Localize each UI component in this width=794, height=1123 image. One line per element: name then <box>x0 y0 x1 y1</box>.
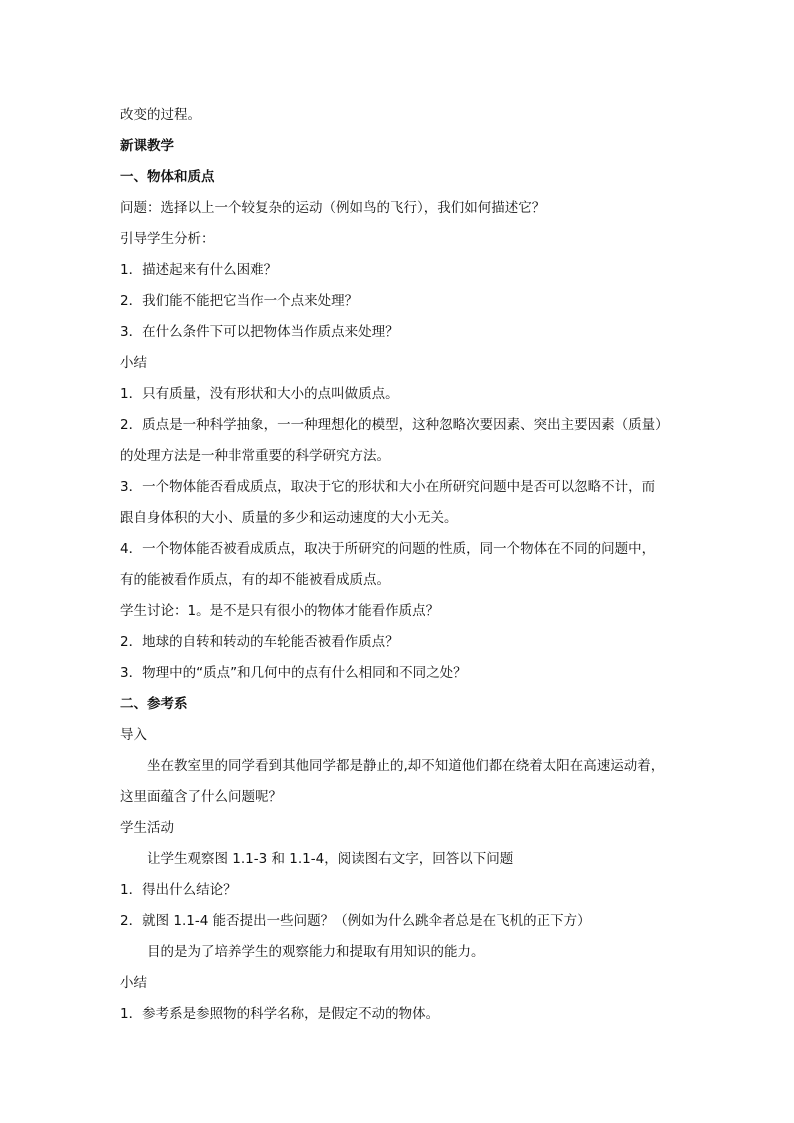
section-heading: 新课教学 <box>120 138 174 154</box>
text-line: 坐在教室里的同学看到其他同学都是静止的,却不知道他们都在绕着太阳在高速运动着， <box>147 758 665 774</box>
section-heading: 一、物体和质点 <box>120 169 215 185</box>
text-line: 2．质点是一种科学抽象，一一种理想化的模型，这种忽略次要因素、突出主要因素（质量） <box>120 417 669 433</box>
text-line: 3．一个物体能否看成质点，取决于它的形状和大小在所研究问题中是否可以忽略不计，而 <box>120 479 656 495</box>
text-line: 小结 <box>120 975 147 991</box>
text-line: 的处理方法是一种非常重要的科学研究方法。 <box>120 448 390 464</box>
text-line: 导入 <box>120 727 147 743</box>
text-line: 1．参考系是参照物的科学名称，是假定不动的物体。 <box>120 1006 440 1022</box>
section-heading: 二、参考系 <box>120 696 188 712</box>
text-line: 改变的过程。 <box>120 107 201 123</box>
text-line: 问题：选择以上一个较复杂的运动（例如鸟的飞行），我们如何描述它？ <box>120 200 546 216</box>
text-line: 学生活动 <box>120 820 174 836</box>
text-line: 1．只有质量，没有形状和大小的点叫做质点。 <box>120 386 399 402</box>
text-line: 跟自身体积的大小、质量的多少和运动速度的大小无关。 <box>120 510 458 526</box>
document-body <box>120 100 680 1030</box>
text-line: 让学生观察图 1.1-3 和 1.1-4，阅读图右文字，回答以下问题 <box>147 851 514 867</box>
text-line: 小结 <box>120 355 147 371</box>
text-line: 学生讨论：1。是不是只有很小的物体才能看作质点？ <box>120 603 440 619</box>
text-line: 2．地球的自转和转动的车轮能否被看作质点？ <box>120 634 399 650</box>
text-line: 3．在什么条件下可以把物体当作质点来处理？ <box>120 324 399 340</box>
text-line: 4．一个物体能否被看成质点，取决于所研究的问题的性质，同一个物体在不同的问题中， <box>120 541 656 557</box>
text-line: 引导学生分析： <box>120 231 215 247</box>
text-line: 3．物理中的“质点”和几何中的点有什么相同和不同之处？ <box>120 665 467 681</box>
text-line: 这里面蕴含了什么问题呢？ <box>120 789 282 805</box>
text-line: 1．描述起来有什么困难？ <box>120 262 278 278</box>
text-line: 2．我们能不能把它当作一个点来处理？ <box>120 293 359 309</box>
text-line: 2．就图 1.1-4 能否提出一些问题？（例如为什么跳伞者总是在飞机的正下方） <box>120 913 591 929</box>
text-line: 有的能被看作质点，有的却不能被看成质点。 <box>120 572 390 588</box>
text-line: 目的是为了培养学生的观察能力和提取有用知识的能力。 <box>147 944 485 960</box>
text-line: 1．得出什么结论？ <box>120 882 237 898</box>
